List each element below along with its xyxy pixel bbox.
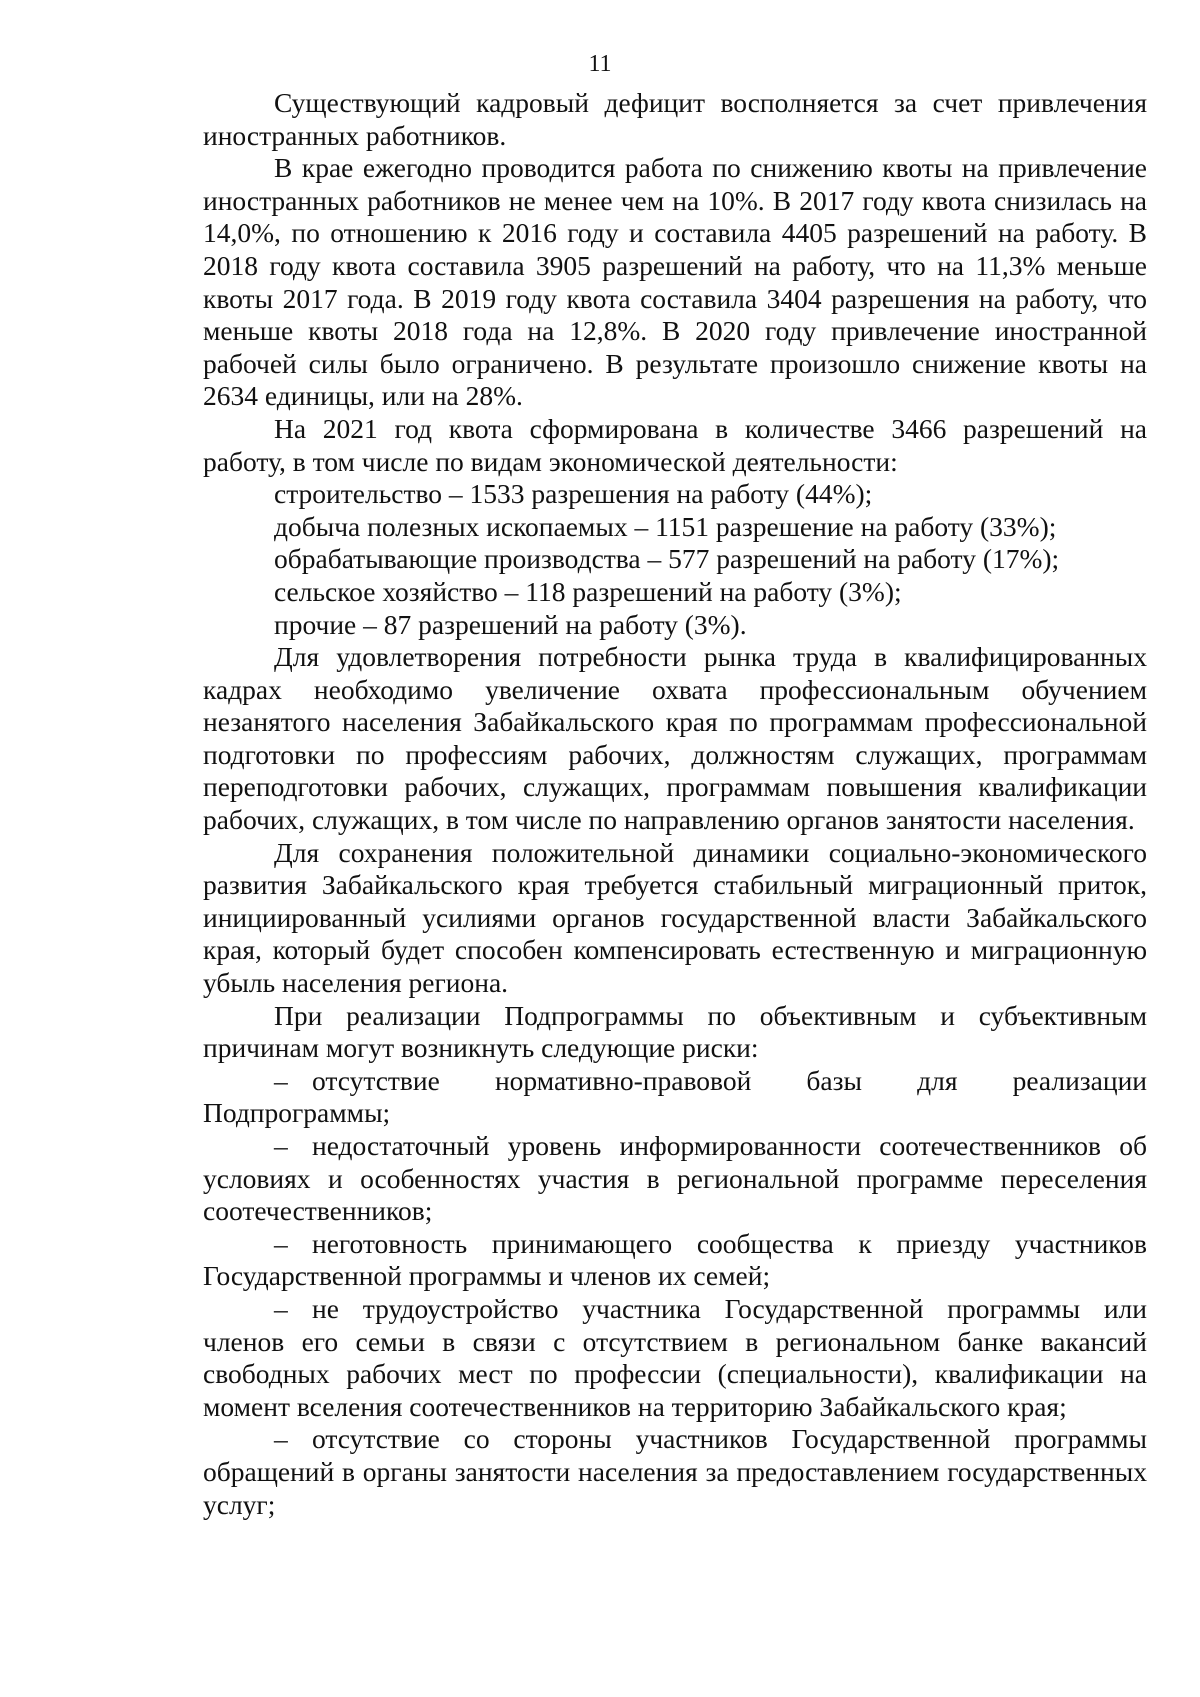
risk-item <box>203 1423 1147 1521</box>
paragraph-migration: Для сохранения положительной динамики социально-экономического развития Забайкальского края требуется стабильный миграционный приток, инициированный усилиями органов государственной власти Забайкальского края, который будет способен компенсировать естественную и миграционную убыль населения региона. <box>203 836 1147 999</box>
list-dash: – <box>274 1064 288 1096</box>
paragraph-risks-intro: При реализации Подпрограммы по объективным и субъективным причинам могут возникнуть следующие риски: <box>203 999 1147 1064</box>
risk-item <box>203 1065 1147 1130</box>
risk-item-text: недостаточный уровень информированности соотечественников об условиях и особенностях участия в региональной программе переселения соотечественников; <box>203 1130 1147 1227</box>
paragraph-quota-history: В крае ежегодно проводится работа по снижению квоты на привлечение иностранных работников не менее чем на 10%. В 2017 году квота снизилась на 14,0%, по отношению к 2016 году и составила 4405 разрешений на работу. В 2018 году квота составила 3905 разрешений на работу, что на 11,3% меньше квоты 2017 года. В 2019 году квота составила 3404 разрешения на работу, что меньше квоты 2018 года на 12,8%. В 2020 году привлечение иностранной рабочей силы было ограничено. В результате произошло снижение квоты на 2634 единицы, или на 28%. <box>203 152 1147 412</box>
risk-item <box>203 1228 1147 1293</box>
risk-item-text: не трудоустройство участника Государственной программы или членов его семьи в связи с отсутствием в региональном банке вакансий свободных рабочих мест по профессии (специальности), квалификации на момент вселения соотечественников на территорию Забайкальского края; <box>203 1292 1147 1422</box>
quota-item-construction: строительство – 1533 разрешения на работу (44%); <box>274 478 873 510</box>
risk-item-text: неготовность принимающего сообщества к приезду участников Государственной программы и членов их семей; <box>203 1227 1147 1292</box>
page-body <box>203 87 1147 1521</box>
quota-item-manufacturing: обрабатывающие производства – 577 разрешений на работу (17%); <box>274 543 1060 575</box>
paragraph-labor-deficit: Существующий кадровый дефицит восполняется за счет привлечения иностранных работников. <box>203 87 1147 151</box>
quota-item-mining: добыча полезных ископаемых – 1151 разрешение на работу (33%); <box>274 510 1057 542</box>
quota-item-agriculture: сельское хозяйство – 118 разрешений на работу (3%); <box>274 575 902 607</box>
paragraph-training: Для удовлетворения потребности рынка труда в квалифицированных кадрах необходимо увеличение охвата профессиональным обучением незанятого населения Забайкальского края по программам профессиональной подготовки по профессиям рабочих, должностям служащих, программам переподготовки рабочих, служащих, программам повышения квалификации рабочих, служащих, в том числе по направлению органов занятости населения. <box>203 641 1147 836</box>
risk-item <box>203 1293 1147 1423</box>
quota-item-other: прочие – 87 разрешений на работу (3%). <box>274 608 747 640</box>
risk-item <box>203 1130 1147 1228</box>
paragraph-quota-2021: На 2021 год квота сформирована в количестве 3466 разрешений на работу, в том числе по видам экономической деятельности: <box>203 412 1147 477</box>
list-dash: – <box>274 1292 288 1324</box>
risk-item-text: отсутствие нормативно-правовой базы для реализации Подпрограммы; <box>203 1064 1147 1129</box>
page-number: 11 <box>588 51 612 77</box>
list-dash: – <box>274 1423 288 1455</box>
risk-item-text: отсутствие со стороны участников Государственной программы обращений в органы занятости населения за предоставлением государственных услуг; <box>203 1423 1147 1520</box>
list-dash: – <box>274 1130 288 1161</box>
list-dash: – <box>274 1227 288 1259</box>
